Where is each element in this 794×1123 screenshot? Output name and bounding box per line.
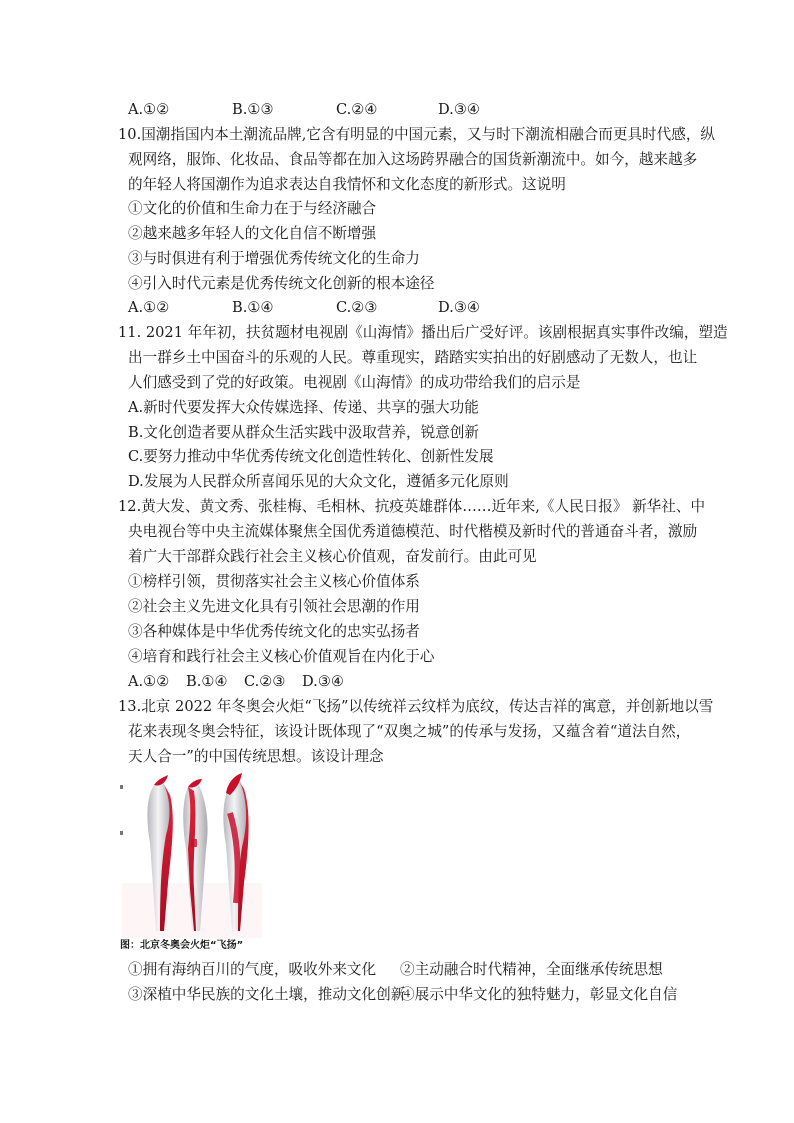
q10-option-a: A.①② xyxy=(128,299,170,316)
q11-choice-c: C.要努力推动中华优秀传统文化创造性转化、创新性发展 xyxy=(128,448,494,465)
q13-stem-line-3: 天人合一”的中国传统思想。该设计理念 xyxy=(128,748,384,765)
q9-option-b: B.①③ xyxy=(232,101,274,118)
q13-stem-line-2: 花来表现冬奥会特征，该设计既体现了“双奥之城”的传承与发扬，又蕴含着“道法自然， xyxy=(128,723,691,740)
q10-options xyxy=(128,298,480,318)
q12-stem-line-2: 央电视台等中央主流媒体聚焦全国优秀道德模范、时代楷模及新时代的普通奋斗者，激励 xyxy=(128,523,698,540)
q10-stem-line-1: 10.国潮指国内本土潮流品牌,它含有明显的中国元素，又与时下潮流相融合而更具时代感，纵 xyxy=(118,126,716,143)
q10-option-c: C.②③ xyxy=(336,299,378,316)
q13-stem-line-1: 13.北京 2022 年冬奥会火炬“飞扬”以传统祥云纹样为底纹，传达吉祥的寓意，并创新地以雪 xyxy=(118,698,714,715)
q10-stem-line-2: 观网络，服饰、化妆品、食品等都在加入这场跨界融合的国货新潮流中。如今，越来越多 xyxy=(128,151,698,168)
q12-options xyxy=(128,672,344,692)
q10-item-2: ②越来越多年轻人的文化自信不断增强 xyxy=(128,225,377,242)
q12-stem-line-3: 着广大干部群众践行社会主义核心价值观，奋发前行。由此可见 xyxy=(128,548,537,565)
q9-option-d: D.③④ xyxy=(438,101,480,118)
q10-item-3: ③与时俱进有利于增强优秀传统文化的生命力 xyxy=(128,250,420,267)
q13-items-row-2 xyxy=(128,985,677,1005)
q13-item-2: ②主动融合时代精神，全面继承传统思想 xyxy=(400,961,663,978)
q11-choice-d: D.发展为人民群众所喜闻乐见的大众文化，遵循多元化原则 xyxy=(128,473,509,490)
torch-figure-caption: 图：北京冬奥会火炬“飞扬” xyxy=(120,940,244,951)
q11-stem-line-3: 人们感受到了党的好政策。电视剧《山海情》的成功带给我们的启示是 xyxy=(128,374,581,391)
q13-item-4: ④展示中华文化的独特魅力，彰显文化自信 xyxy=(400,986,678,1003)
q10-stem-line-3: 的年轻人将国潮作为追求表达自我情怀和文化态度的新形式。这说明 xyxy=(128,176,566,193)
q12-option-b: B.①④ xyxy=(186,673,228,690)
q11-choice-b: B.文化创造者要从群众生活实践中汲取营养，锐意创新 xyxy=(128,424,480,441)
q11-choice-a: A.新时代要发挥大众传媒选择、传递、共享的强大功能 xyxy=(128,399,479,416)
torch-figure xyxy=(118,773,268,941)
q12-item-2: ②社会主义先进文化具有引领社会思潮的作用 xyxy=(128,598,420,615)
q10-option-b: B.①④ xyxy=(232,299,274,316)
q12-item-1: ①榜样引领，贯彻落实社会主义核心价值体系 xyxy=(128,573,420,590)
q9-option-c: C.②④ xyxy=(336,101,378,118)
q10-item-1: ①文化的价值和生命力在于与经济融合 xyxy=(128,200,377,217)
q12-option-a: A.①② xyxy=(128,673,170,690)
q10-item-4: ④引入时代元素是优秀传统文化创新的根本途径 xyxy=(128,275,435,292)
q12-stem-line-1: 12.黄大发、黄文秀、张桂梅、毛相林、抗疫英雄群体……近年来,《人民日报》 新华社、中 xyxy=(118,498,706,515)
q11-stem-line-2: 出一群乡土中国奋斗的乐观的人民。尊重现实，踏踏实实拍出的好剧感动了无数人，也让 xyxy=(128,349,698,366)
q9-options xyxy=(128,100,480,120)
q12-item-4: ④培育和践行社会主义核心价值观旨在内化于心 xyxy=(128,648,435,665)
q10-option-d: D.③④ xyxy=(438,299,480,316)
q13-item-3: ③深植中华民族的文化土壤，推动文化创新 xyxy=(128,986,406,1003)
q13-item-1: ①拥有海纳百川的气度，吸收外来文化 xyxy=(128,961,377,978)
torch-illustration xyxy=(118,773,268,941)
q12-option-c: C.②③ xyxy=(244,673,286,690)
q12-option-d: D.③④ xyxy=(302,673,344,690)
q9-option-a: A.①② xyxy=(128,101,170,118)
q11-stem-line-1: 11. 2021 年年初，扶贫题材电视剧《山海情》播出后广受好评。该剧根据真实事件改编，塑造 xyxy=(118,324,728,341)
q13-items-row-1 xyxy=(128,960,663,980)
q12-item-3: ③各种媒体是中华优秀传统文化的忠实弘扬者 xyxy=(128,623,420,640)
